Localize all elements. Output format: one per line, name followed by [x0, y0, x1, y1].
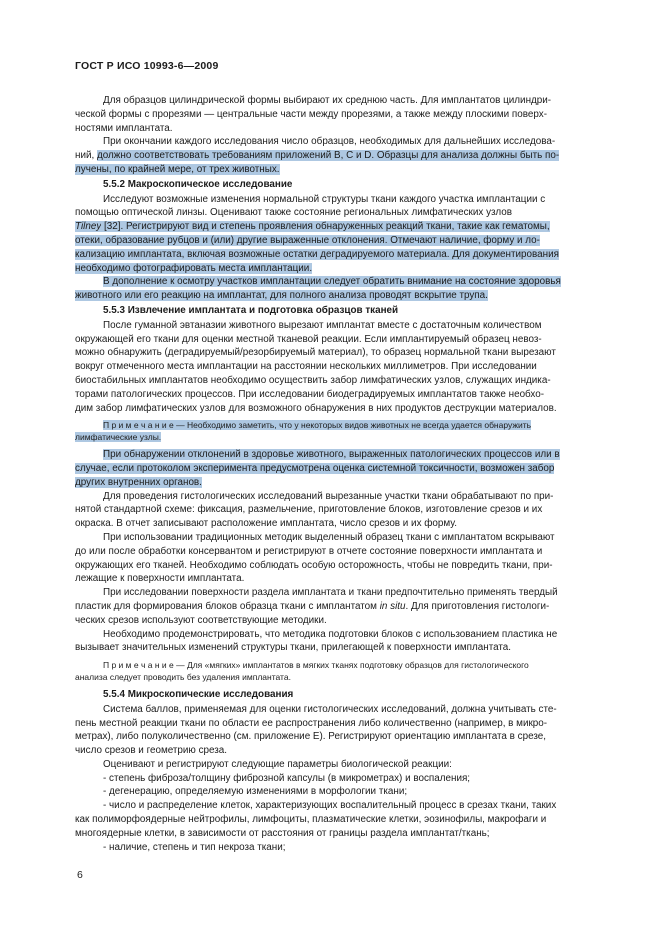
text-segment: пень местной реакции ткани по области ее распространения либо количественно (например, в микро-: [75, 717, 548, 729]
paragraph: [75, 586, 589, 627]
list-item: [75, 799, 589, 840]
text-line: [75, 628, 589, 642]
paragraph: [75, 319, 589, 416]
list-item: [75, 785, 589, 799]
selected-text: лучены, по крайней мере, от трех животных.: [75, 163, 280, 175]
text-segment: При исследовании поверхности раздела имплантата и ткани предпочтительно применять твердый: [103, 587, 558, 599]
selected-text: других внутренних органов.: [75, 476, 202, 488]
text-line: [75, 503, 589, 517]
text-segment: как полиморфоядерные нейтрофилы, лимфоциты, плазматические клетки, эозинофилы, макрофаги и: [75, 814, 547, 826]
text-segment: П р и м е ч а н и е — Для «мягких» имплантатов в мягких тканях подготовку образцов для гистологического: [103, 660, 529, 671]
text-line: [75, 420, 589, 431]
text-line: [75, 813, 589, 827]
text-segment: метрах), либо полуколичественно (см. приложение E). Регистрируют ориентацию имплантата в срезе,: [75, 731, 547, 743]
text-segment: пластик для формирования блоков образца ткани с имплантатом: [75, 600, 380, 612]
text-line: [75, 402, 589, 416]
text-line: [75, 614, 589, 628]
text-segment: лежащие к поверхности имплантата.: [75, 573, 245, 585]
section-heading: [75, 178, 589, 192]
text-segment: число срезов и геометрию среза.: [75, 745, 228, 757]
paragraph: [75, 490, 589, 531]
text-segment: вызывает значительных изменений структуры ткани, прилегающей к поверхности имплантата.: [75, 642, 512, 654]
section-heading: [75, 688, 589, 702]
selected-text: При обнаружении отклонений в здоровье животного, выраженных патологических процессов или в: [103, 449, 560, 461]
note: [75, 420, 589, 443]
selected-text: кализацию имплантата, включая возможные остатки деградируемого материала. Для документирования: [75, 248, 559, 260]
selected-text: [32]. Регистрируют вид и степень проявления обнаруженных реакций ткани, такие как гематомы,: [101, 221, 550, 233]
text-segment: После гуманной эвтаназии животного вырезают имплантат вместе с достаточным количеством: [103, 319, 542, 331]
text-line: [75, 432, 589, 443]
text-line: [75, 559, 589, 573]
text-segment: Исследуют возможные изменения нормальной структуры ткани каждого участка имплантации с: [103, 193, 546, 205]
text-line: [75, 234, 589, 248]
text-segment: многоядерные клетки, в зависимости от расстояния от границы раздела имплантат/ткань;: [75, 827, 490, 839]
text-segment: - число и распределение клеток, характеризующих воспалительный процесс в срезах ткани, таких: [103, 800, 557, 812]
text-line: [75, 785, 589, 799]
text-line: [75, 135, 589, 149]
text-line: [75, 799, 589, 813]
text-segment: Для проведения гистологических исследований вырезанные участки ткани обрабатывают по при-: [103, 490, 554, 502]
note: [75, 660, 589, 683]
text-segment: можно обнаружить (деградируемый/резорбируемый материал), то образец нормальной ткани вырезают: [75, 347, 556, 359]
text-segment: Для образцов цилиндрической формы выбирают их среднюю часть. Для имплантатов цилиндри-: [103, 95, 552, 106]
text-line: [75, 193, 589, 207]
paragraph: [75, 628, 589, 656]
selected-text: Tilney: [75, 221, 102, 233]
text-line: [75, 758, 589, 772]
text-segment: до или после обработки консервантом и регистрируют в отчете состояние поверхности имплантата и: [75, 545, 543, 557]
text-line: [75, 108, 589, 122]
text-segment: - степень фиброза/толщину фиброзной капсулы (в микрометрах) и воспаления;: [103, 772, 471, 784]
paragraph: [75, 275, 589, 303]
text-segment: вокруг отмеченного места имплантации на расстоянии нескольких миллиметров. При исследовании: [75, 361, 537, 373]
text-line: [75, 827, 589, 841]
page-number: 6: [77, 869, 83, 881]
text-line: [75, 600, 589, 614]
text-line: [75, 688, 589, 702]
document-header: ГОСТ Р ИСО 10993-6—2009: [75, 60, 219, 72]
text-line: [75, 248, 589, 262]
text-line: [75, 730, 589, 744]
selected-text: животного или его реакцию на имплантат, для полного анализа проводят вскрытие трупа.: [75, 290, 488, 302]
text-line: [75, 703, 589, 717]
text-segment: in situ: [379, 600, 406, 612]
text-line: [75, 178, 589, 192]
text-segment: ний,: [75, 150, 97, 162]
paragraph: [75, 448, 589, 489]
text-segment: анализа следует проводить без удаления имплантата.: [75, 671, 291, 682]
text-segment: - наличие, степень и тип некроза ткани;: [103, 841, 286, 853]
text-line: [75, 94, 589, 108]
text-line: [75, 220, 589, 234]
paragraph: [75, 703, 589, 758]
text-segment: При использовании традиционных методик выделенный образец ткани с имплантатом вскрывают: [103, 531, 555, 543]
text-line: [75, 717, 589, 731]
list-item: [75, 772, 589, 786]
selected-text: случае, если протоколом эксперимента предусмотрена оценка системной токсичности, возможен забор: [75, 462, 555, 474]
text-segment: Необходимо продемонстрировать, что методика подготовки блоков с использованием пластика не: [103, 628, 558, 640]
text-segment: помощью оптической линзы. Оценивают также состояние региональных лимфатических узлов: [75, 207, 513, 219]
selected-text: В дополнение к осмотру участков имплантации следует обратить внимание на состояние здоровья: [103, 276, 561, 288]
text-segment: Система баллов, применяемая для оценки гистологических исследований, должна учитывать сте-: [103, 703, 557, 715]
text-line: [75, 517, 589, 531]
text-segment: окружающей его ткани для оценки местной тканевой реакции. Если имплантируемый образец невоз-: [75, 333, 542, 345]
paragraph: [75, 531, 589, 586]
selected-text: необходимо фотографировать места имплантации.: [75, 262, 313, 274]
text-line: [75, 346, 589, 360]
text-line: [75, 289, 589, 303]
text-segment: нятой стандартной схеме: фиксация, размельчение, приготовление блоков, изготовление срезов и их: [75, 504, 543, 516]
text-line: [75, 163, 589, 177]
text-line: [75, 572, 589, 586]
text-line: [75, 462, 589, 476]
text-segment: окраска. В отчет записывают расположение имплантата, число срезов и их форму.: [75, 518, 457, 530]
text-segment: 5.5.4 Микроскопические исследования: [103, 688, 294, 700]
text-segment: 5.5.3 Извлечение имплантата и подготовка образцов тканей: [103, 304, 399, 316]
text-line: [75, 360, 589, 374]
text-line: [75, 448, 589, 462]
text-segment: ческой формы с прорезями — центральные части между прорезями, а также между плоскими поверх-: [75, 108, 547, 120]
text-segment: . Для приготовления гистологи-: [405, 600, 550, 612]
text-line: [75, 772, 589, 786]
text-segment: ческих срезов используют соответствующие методики.: [75, 614, 327, 626]
text-line: [75, 275, 589, 289]
text-line: [75, 586, 589, 600]
text-line: [75, 490, 589, 504]
text-line: [75, 149, 589, 163]
text-line: [75, 206, 589, 220]
text-segment: биостабильных имплантатов необходимо осуществить забор лимфатических узлов, служащих индика-: [75, 374, 551, 386]
text-line: [75, 388, 589, 402]
text-line: [75, 304, 589, 318]
paragraph: [75, 94, 589, 135]
selected-text: отеки, образование рубцов и (или) другие выраженные отклонения. Отмечают наличие, форму и ло-: [75, 234, 540, 246]
text-line: [75, 333, 589, 347]
text-line: [75, 531, 589, 545]
text-line: [75, 672, 589, 683]
text-segment: дим забор лимфатических узлов для возможного обнаружения в них продуктов деструкции материалов.: [75, 402, 557, 414]
text-line: [75, 262, 589, 276]
text-segment: ностями имплантата.: [75, 122, 173, 134]
text-line: [75, 545, 589, 559]
paragraph: [75, 193, 589, 276]
text-segment: При окончании каждого исследования число образцов, необходимых для дальнейших исследова-: [103, 136, 556, 148]
paragraph: [75, 135, 589, 176]
text-segment: торами патологических процессов. При исследовании биодеградируемых имплантатов также необхо-: [75, 388, 544, 400]
text-line: [75, 641, 589, 655]
section-heading: [75, 304, 589, 318]
text-line: [75, 122, 589, 136]
selected-text: П р и м е ч а н и е — Необходимо заметить, что у некоторых видов животных не всегда удается обнаружить: [103, 420, 532, 431]
text-line: [75, 374, 589, 388]
text-segment: окружающих его тканей. Необходимо соблюдать особую осторожность, чтобы не повредить ткани, при-: [75, 559, 553, 571]
text-segment: - дегенерацию, определяемую изменениями в морфологии ткани;: [103, 786, 408, 798]
selected-text: должно соответствовать требованиям приложений B, C и D. Образцы для анализа должны быть по-: [96, 150, 560, 162]
text-line: [75, 476, 589, 490]
list-item: [75, 841, 589, 855]
paragraph: [75, 758, 589, 772]
document-body: [75, 94, 589, 854]
text-line: [75, 660, 589, 671]
text-line: [75, 319, 589, 333]
text-segment: 5.5.2 Макроскопическое исследование: [103, 178, 293, 190]
selected-text: лимфатические узлы.: [75, 431, 162, 442]
text-line: [75, 841, 589, 855]
text-segment: Оценивают и регистрируют следующие параметры биологической реакции:: [103, 758, 452, 770]
text-line: [75, 744, 589, 758]
